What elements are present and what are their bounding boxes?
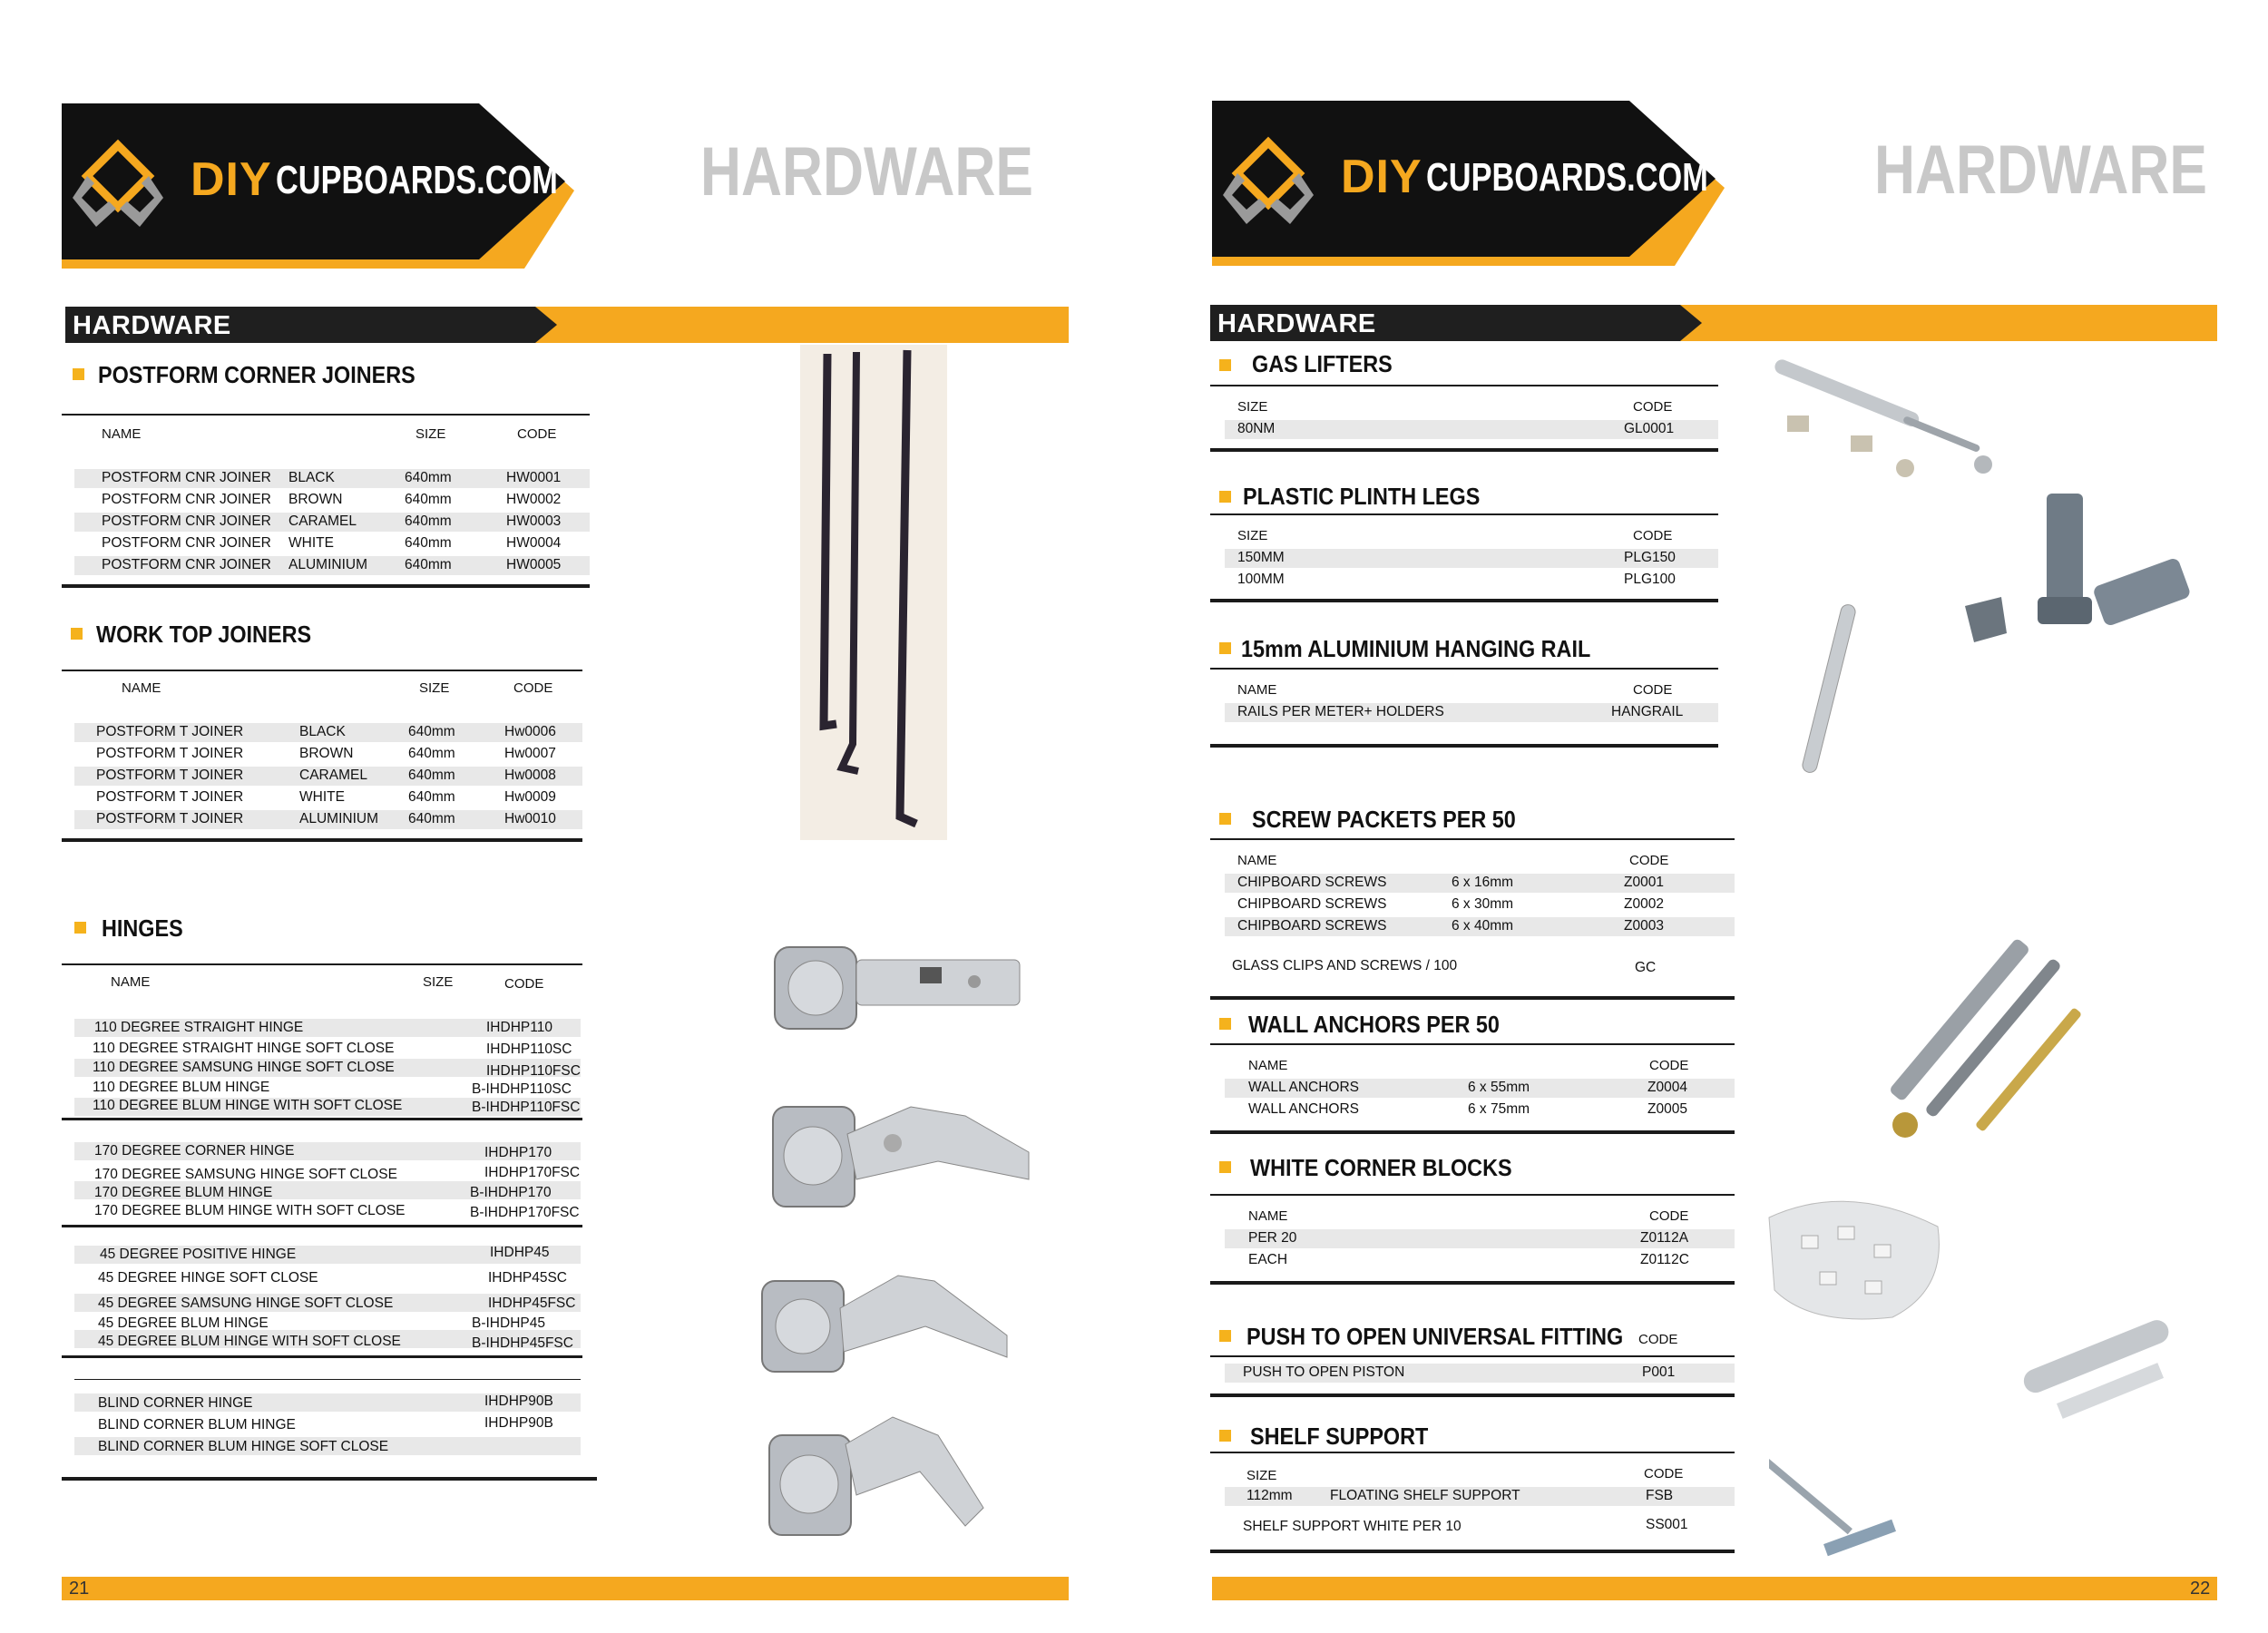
cell: 6 x 30mm — [1452, 896, 1514, 912]
cell: BROWN — [288, 492, 343, 507]
cell: WHITE — [288, 535, 334, 551]
cell: HW0001 — [506, 470, 562, 485]
cell: POSTFORM T JOINER — [96, 811, 244, 826]
brand-banner-right — [1212, 101, 1729, 266]
cell: IHDHP45FSC — [488, 1296, 576, 1311]
gas-lifter-image — [1769, 352, 2005, 488]
rule — [62, 670, 582, 671]
logo-diy-text: DIY — [1341, 151, 1422, 203]
cell: POSTFORM CNR JOINER — [102, 513, 271, 529]
bullet-icon — [1219, 1161, 1231, 1173]
plinth-legs-title: PLASTIC PLINTH LEGS — [1243, 483, 1481, 510]
col-header-size: SIZE — [419, 680, 450, 696]
bullet-icon — [1219, 359, 1231, 371]
cell: 640mm — [405, 470, 452, 485]
rule — [62, 414, 590, 416]
cell: GLASS CLIPS AND SCREWS / 100 — [1232, 958, 1458, 973]
page-number-left: 21 — [69, 1579, 90, 1599]
logo-diy-text: DIY — [191, 153, 272, 206]
col-header-name: NAME — [111, 974, 151, 990]
cell: 80NM — [1237, 421, 1276, 436]
shelf-support-title: SHELF SUPPORT — [1250, 1423, 1429, 1450]
cell: IHDHP110 — [486, 1020, 552, 1035]
col-header-size: SIZE — [1237, 399, 1268, 415]
bullet-icon — [1219, 813, 1231, 825]
hinge-drawing — [757, 1080, 1047, 1225]
col-header-code: CODE — [517, 426, 557, 442]
cell: HW0002 — [506, 492, 562, 507]
push-to-open-title: PUSH TO OPEN UNIVERSAL FITTING — [1246, 1323, 1624, 1350]
rule — [1210, 1355, 1735, 1357]
cell: GL0001 — [1624, 421, 1675, 436]
cell: BLIND CORNER BLUM HINGE — [98, 1417, 296, 1433]
cell: 170 DEGREE SAMSUNG HINGE SOFT CLOSE — [94, 1167, 397, 1182]
col-header-code: CODE — [1644, 1466, 1684, 1481]
hanging-rail-drawing — [1771, 602, 1889, 775]
shelf-support-image — [1769, 1441, 1905, 1562]
cell: FSB — [1646, 1488, 1674, 1503]
rule — [1210, 668, 1718, 670]
col-header-code: CODE — [1629, 853, 1669, 868]
cell: SHELF SUPPORT WHITE PER 10 — [1243, 1519, 1461, 1534]
cell: PER 20 — [1248, 1230, 1297, 1246]
rule — [1210, 744, 1718, 748]
section-header-left — [65, 307, 1069, 343]
rule — [1210, 1281, 1735, 1285]
rule — [62, 1355, 582, 1358]
cell: POSTFORM T JOINER — [96, 724, 244, 739]
col-header-name: NAME — [122, 680, 161, 696]
corner-blocks-title: WHITE CORNER BLOCKS — [1250, 1154, 1512, 1181]
push-piston-image — [2001, 1310, 2183, 1419]
rule — [1210, 1194, 1735, 1196]
rule — [1210, 1550, 1735, 1553]
cell: HW0005 — [506, 557, 562, 572]
hinge-170-image — [757, 1080, 1047, 1225]
col-header-name: NAME — [1237, 682, 1277, 698]
plinth-leg-drawing — [1947, 488, 2201, 697]
worktop-title: WORK TOP JOINERS — [96, 621, 312, 648]
cell: 640mm — [405, 513, 452, 529]
cell: WALL ANCHORS — [1248, 1080, 1360, 1095]
cell: B-IHDHP45FSC — [472, 1335, 573, 1351]
cell: Z0112C — [1640, 1252, 1689, 1267]
cell: POSTFORM T JOINER — [96, 746, 244, 761]
section-header-label: HARDWARE — [73, 311, 231, 340]
col-header-code: CODE — [1649, 1058, 1689, 1073]
cell: POSTFORM CNR JOINER — [102, 535, 271, 551]
cell: HANGRAIL — [1611, 704, 1684, 719]
cell: RAILS PER METER+ HOLDERS — [1237, 704, 1444, 719]
cell: BLIND CORNER HINGE — [98, 1395, 253, 1411]
col-header-code: CODE — [1638, 1332, 1678, 1347]
hinge-45-image — [753, 1263, 1025, 1381]
rule — [62, 1118, 582, 1120]
cell: 150MM — [1237, 550, 1285, 565]
rule — [62, 584, 590, 588]
cell: POSTFORM CNR JOINER — [102, 557, 271, 572]
rule — [62, 1225, 582, 1227]
cell: Hw0010 — [504, 811, 556, 826]
cell: B-IHDHP45 — [472, 1315, 545, 1331]
hinges-title: HINGES — [102, 914, 183, 942]
postform-joiners-image — [800, 345, 947, 840]
cell: POSTFORM T JOINER — [96, 789, 244, 805]
cell: CHIPBOARD SCREWS — [1237, 896, 1387, 912]
corner-blocks-image — [1756, 1190, 1952, 1326]
cell: Z0001 — [1624, 875, 1664, 890]
col-header-name: NAME — [1248, 1058, 1288, 1073]
cell: 110 DEGREE STRAIGHT HINGE SOFT CLOSE — [93, 1041, 395, 1056]
logo-domain-text: CUPBOARDS.COM — [276, 158, 558, 202]
rule — [62, 963, 582, 965]
cell: 640mm — [405, 557, 452, 572]
cell: IHDHP45 — [490, 1245, 550, 1260]
bullet-icon — [1219, 642, 1231, 654]
cell: WHITE — [299, 789, 345, 805]
cell: 100MM — [1237, 572, 1285, 587]
page-title-right: HARDWARE — [1874, 132, 2207, 209]
col-header-code: CODE — [1633, 528, 1673, 543]
gas-lifters-title: GAS LIFTERS — [1252, 350, 1393, 377]
hinge-drawing — [757, 920, 1029, 1056]
cell: CARAMEL — [299, 768, 367, 783]
rule — [1210, 838, 1735, 840]
cell: Hw0006 — [504, 724, 556, 739]
cell: HW0004 — [506, 535, 562, 551]
cell: 640mm — [405, 492, 452, 507]
cell: BLACK — [299, 724, 346, 739]
corner-blocks-drawing — [1756, 1190, 1952, 1326]
hinge-110-image — [757, 920, 1029, 1056]
cell: HW0003 — [506, 513, 562, 529]
hanging-rail-image — [1771, 602, 1889, 775]
cell: 170 DEGREE BLUM HINGE WITH SOFT CLOSE — [94, 1203, 406, 1218]
bullet-icon — [71, 628, 83, 640]
col-header-size: SIZE — [1246, 1468, 1277, 1483]
bullet-icon — [73, 368, 84, 380]
cell: CHIPBOARD SCREWS — [1237, 918, 1387, 934]
cell: 640mm — [408, 768, 455, 783]
cell: POSTFORM T JOINER — [96, 768, 244, 783]
cell: SS001 — [1646, 1517, 1688, 1532]
cell: Z0004 — [1647, 1080, 1687, 1095]
shelf-support-drawing — [1769, 1441, 1905, 1562]
cell: FLOATING SHELF SUPPORT — [1330, 1488, 1520, 1503]
col-header-name: NAME — [102, 426, 142, 442]
rule — [1210, 996, 1735, 1000]
col-header-code: CODE — [513, 680, 553, 696]
cell: GC — [1635, 960, 1657, 975]
cell: B-IHDHP110SC — [472, 1081, 572, 1097]
cell: B-IHDHP110FSC — [472, 1100, 581, 1115]
cell: 45 DEGREE HINGE SOFT CLOSE — [98, 1270, 318, 1286]
rule — [62, 838, 582, 842]
cell: 170 DEGREE BLUM HINGE — [94, 1185, 273, 1200]
cell: CHIPBOARD SCREWS — [1237, 875, 1387, 890]
bullet-icon — [1219, 1430, 1231, 1442]
col-header-name: NAME — [1237, 853, 1277, 868]
bullet-icon — [1219, 491, 1231, 503]
cell: WALL ANCHORS — [1248, 1101, 1360, 1117]
cell: Hw0008 — [504, 768, 556, 783]
cell: Hw0007 — [504, 746, 556, 761]
screw-packets-title: SCREW PACKETS PER 50 — [1252, 806, 1516, 833]
rule — [1210, 1393, 1735, 1397]
cell: POSTFORM CNR JOINER — [102, 492, 271, 507]
hinge-drawing — [757, 1408, 992, 1553]
col-header-name: NAME — [1248, 1208, 1288, 1224]
footer-bar-left — [62, 1577, 1069, 1600]
bullet-icon — [1219, 1330, 1231, 1342]
push-piston-drawing — [2001, 1310, 2183, 1419]
cell: B-IHDHP170FSC — [470, 1205, 580, 1220]
col-header-size: SIZE — [1237, 528, 1268, 543]
hinge-drawing — [753, 1263, 1025, 1381]
cell: PLG100 — [1624, 572, 1676, 587]
rule — [1210, 1043, 1735, 1045]
cell: 45 DEGREE BLUM HINGE — [98, 1315, 269, 1331]
footer-bar-right — [1212, 1577, 2217, 1600]
cell: 110 DEGREE SAMSUNG HINGE SOFT CLOSE — [93, 1060, 395, 1075]
cell: PLG150 — [1624, 550, 1676, 565]
cell: 110 DEGREE STRAIGHT HINGE — [94, 1020, 304, 1035]
cell: 640mm — [405, 535, 452, 551]
postform-title: POSTFORM CORNER JOINERS — [98, 361, 415, 388]
rule — [1210, 385, 1718, 386]
bullet-icon — [74, 922, 86, 934]
cell: 6 x 75mm — [1468, 1101, 1530, 1117]
section-header-label: HARDWARE — [1217, 309, 1376, 338]
logo-domain-text: CUPBOARDS.COM — [1426, 155, 1708, 200]
gas-lifter-drawing — [1769, 352, 2005, 488]
cell: Z0005 — [1647, 1101, 1687, 1117]
cell: Z0112A — [1640, 1230, 1689, 1246]
brand-banner-left — [62, 103, 579, 269]
cell: Hw0009 — [504, 789, 556, 805]
cell: B-IHDHP170 — [470, 1185, 552, 1200]
cell: ALUMINIUM — [288, 557, 367, 572]
cell: IHDHP45SC — [488, 1270, 567, 1286]
rule — [1210, 1130, 1735, 1134]
cell: 110 DEGREE BLUM HINGE WITH SOFT CLOSE — [93, 1098, 403, 1113]
cell: 6 x 55mm — [1468, 1080, 1530, 1095]
col-header-code: CODE — [1633, 399, 1673, 415]
cell: IHDHP170FSC — [484, 1165, 581, 1180]
cell: BLACK — [288, 470, 335, 485]
rule — [1210, 1452, 1735, 1453]
cell: IHDHP110FSC — [486, 1063, 581, 1079]
cell: 640mm — [408, 724, 455, 739]
rule — [1210, 448, 1718, 452]
bullet-icon — [1219, 1018, 1231, 1030]
cell: EACH — [1248, 1252, 1288, 1267]
col-header-code: CODE — [1649, 1208, 1689, 1224]
page-title-left: HARDWARE — [700, 133, 1033, 210]
cell: BROWN — [299, 746, 354, 761]
cell: IHDHP110SC — [486, 1041, 572, 1057]
section-header-right — [1210, 305, 2217, 341]
page-number-right: 22 — [2190, 1579, 2211, 1599]
col-header-code: CODE — [1633, 682, 1673, 698]
rule — [1210, 599, 1718, 602]
cell: PUSH TO OPEN PISTON — [1243, 1364, 1405, 1380]
cell: Z0002 — [1624, 896, 1664, 912]
cell: 45 DEGREE SAMSUNG HINGE SOFT CLOSE — [98, 1296, 394, 1311]
cell: 6 x 16mm — [1452, 875, 1514, 890]
cell: IHDHP90B — [484, 1415, 553, 1431]
cell: 640mm — [408, 746, 455, 761]
cell: IHDHP90B — [484, 1393, 553, 1409]
cell: POSTFORM CNR JOINER — [102, 470, 271, 485]
cell: BLIND CORNER BLUM HINGE SOFT CLOSE — [98, 1439, 389, 1454]
screws-anchors-image — [1851, 911, 2097, 1147]
cell: 640mm — [408, 811, 455, 826]
rule — [1210, 513, 1718, 515]
cell: 640mm — [408, 789, 455, 805]
cell: 45 DEGREE BLUM HINGE WITH SOFT CLOSE — [98, 1334, 401, 1349]
col-header-size: SIZE — [415, 426, 446, 442]
screws-drawing — [1851, 911, 2097, 1147]
plinth-leg-image — [1947, 488, 2201, 697]
hanging-rail-title: 15mm ALUMINIUM HANGING RAIL — [1241, 635, 1591, 662]
cell: P001 — [1642, 1364, 1676, 1380]
blind-corner-hinge-image — [757, 1408, 992, 1553]
cell: 6 x 40mm — [1452, 918, 1514, 934]
cell: 112mm — [1246, 1488, 1293, 1503]
cell: 170 DEGREE CORNER HINGE — [94, 1143, 295, 1159]
rule — [74, 1379, 581, 1380]
col-header-code: CODE — [504, 976, 544, 992]
rule — [62, 1477, 597, 1481]
cell: IHDHP170 — [484, 1145, 552, 1160]
cell: CARAMEL — [288, 513, 357, 529]
cell: ALUMINIUM — [299, 811, 378, 826]
wall-anchors-title: WALL ANCHORS PER 50 — [1248, 1011, 1500, 1038]
col-header-size: SIZE — [423, 974, 454, 990]
joiner-bars-drawing — [800, 345, 947, 840]
cell: 110 DEGREE BLUM HINGE — [93, 1080, 270, 1095]
cell: Z0003 — [1624, 918, 1664, 934]
cell: 45 DEGREE POSITIVE HINGE — [100, 1247, 297, 1262]
